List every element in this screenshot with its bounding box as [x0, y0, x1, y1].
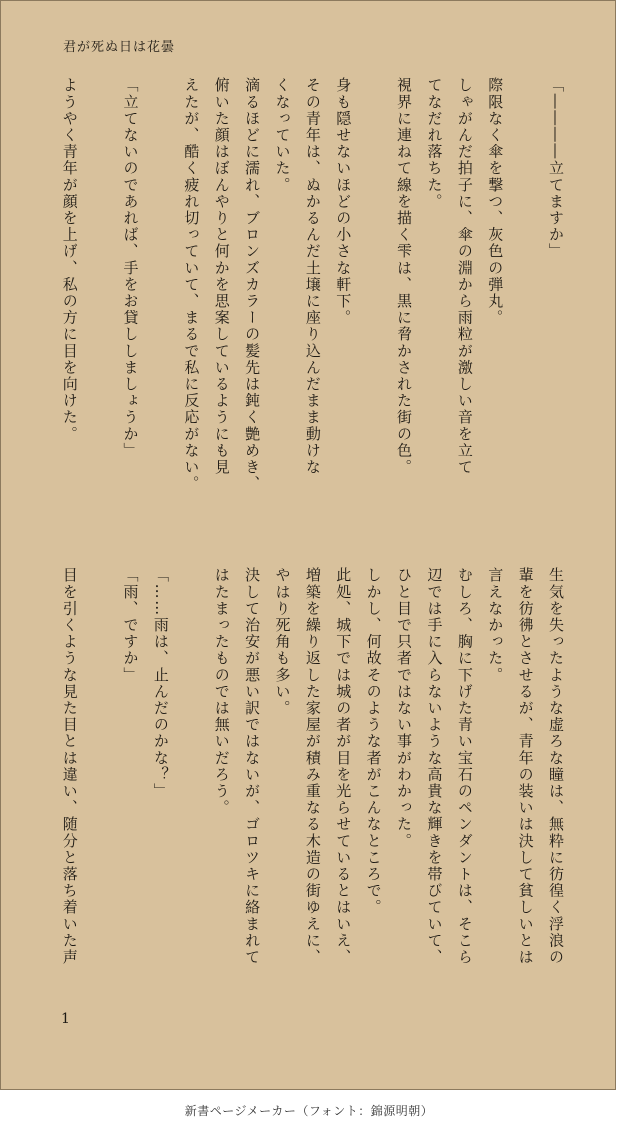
text-line: 辺では手に入らないような高貴な輝きを帯びていて、 [425, 567, 444, 966]
text-line: 滴るほどに濡れ、ブロンズカラーの髪先は鈍く艶めき、 [243, 77, 262, 492]
book-title: 君が死ぬ日は花曇 [63, 40, 176, 55]
text-line: やはり死角も多い。 [273, 567, 292, 717]
text-line: てなだれ落ちた。 [425, 77, 444, 210]
text-line: 生気を失ったような虚ろな瞳は、無粋に彷徨く浮浪の [547, 567, 565, 966]
text-line: 言えなかった。 [486, 567, 505, 684]
text-line: くなっていた。 [273, 77, 292, 194]
text-line: 視界に連ねて線を描く雫は、黒に脅かされた街の色。 [395, 77, 414, 476]
novel-body [47, 77, 571, 1019]
text-line: 「雨、ですか」 [121, 567, 140, 684]
text-line: 「――――立てますか」 [547, 77, 565, 260]
text-line: 身も隠せないほどの小さな軒下。 [334, 77, 353, 326]
text-line: ようやく青年が顔を上げ、私の方に目を向けた。 [60, 77, 79, 443]
text-line: その青年は、ぬかるんだ土壌に座り込んだまま動けな [303, 77, 322, 476]
text-line: 「……雨は、止んだのかな？」 [151, 567, 170, 800]
lower-tier [47, 567, 571, 1017]
text-line: しゃがんだ拍子に、傘の淵から雨粒が激しい音を立て [455, 77, 474, 476]
text-line: えたが、酷く疲れ切っていて、まるで私に反応がない。 [182, 77, 201, 492]
text-line: はたまったものでは無いだろう。 [212, 567, 231, 816]
text-line: むしろ、胸に下げた青い宝石のペンダントは、そこら [455, 567, 474, 966]
text-line: 「立てないのであれば、手をお貸ししましょうか」 [121, 77, 140, 459]
text-line: 俯いた顔はぼんやりと何かを思案しているようにも見 [212, 77, 231, 476]
text-line: 此処、城下では城の者が目を光らせているとはいえ、 [334, 567, 353, 966]
text-line: 目を引くような見た目とは違い、随分と落ち着いた声 [60, 567, 79, 966]
text-line: 増築を繰り返した家屋が積み重なる木造の街ゆえに、 [303, 567, 322, 966]
upper-tier [47, 77, 571, 517]
page-number: 1 [61, 1011, 70, 1027]
text-line: ひと目で只者ではない事がわかった。 [395, 567, 414, 850]
text-line: 輩を彷彿とさせるが、青年の装いは決して貧しいとは [516, 567, 535, 966]
footer-caption: 新書ページメーカー（フォント：錦源明朝） [184, 1104, 434, 1118]
text-line: しかし、何故そのような者がこんなところで。 [364, 567, 383, 916]
text-line: 際限なく傘を撃つ、灰色の弾丸。 [486, 77, 505, 326]
text-line: 決して治安が悪い訳ではないが、ゴロツキに絡まれて [243, 567, 262, 966]
